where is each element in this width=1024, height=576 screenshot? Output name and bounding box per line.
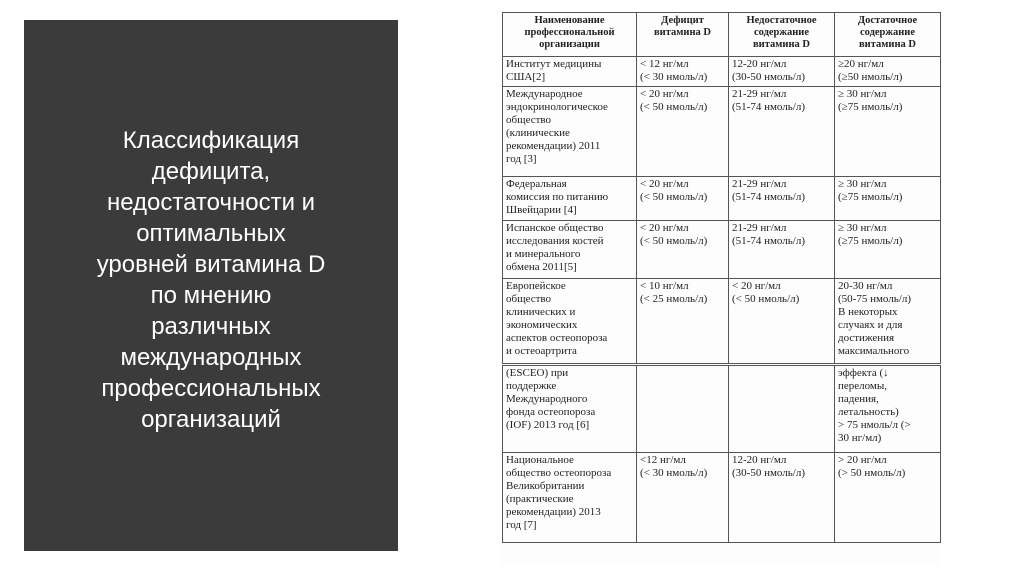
cell-sufficiency: ≥ 30 нг/мл (≥75 нмоль/л)	[835, 221, 941, 279]
cell-sufficiency: 20-30 нг/мл (50-75 нмоль/л) В некоторых случаях и для достижения максимального	[835, 279, 941, 365]
table-row	[503, 221, 941, 279]
cell-sufficiency: ≥ 30 нг/мл (≥75 нмоль/л)	[835, 87, 941, 177]
title-container	[24, 100, 398, 460]
cell-organization: Европейское общество клинических и экономических аспектов остеопороза и остеоартрита	[503, 279, 637, 365]
table-row	[503, 279, 941, 365]
cell-organization: (ESCEO) при поддержке Международного фонда остеопороза (IOF) 2013 год [6]	[503, 365, 637, 453]
cell-deficiency: < 10 нг/мл (< 25 нмоль/л)	[637, 279, 729, 365]
header-sufficiency: Достаточное содержание витамина D	[835, 13, 941, 57]
cell-insufficiency: 12-20 нг/мл (30-50 нмоль/л)	[729, 57, 835, 87]
cell-insufficiency: < 20 нг/мл (< 50 нмоль/л)	[729, 279, 835, 365]
cell-organization: Федеральная комиссия по питанию Швейцарии [4]	[503, 177, 637, 221]
cell-sufficiency: > 20 нг/мл (> 50 нмоль/л)	[835, 453, 941, 543]
cell-deficiency: < 20 нг/мл (< 50 нмоль/л)	[637, 87, 729, 177]
classification-table	[502, 12, 941, 543]
header-insufficiency: Недостаточное содержание витамина D	[729, 13, 835, 57]
cell-sufficiency: ≥20 нг/мл (≥50 нмоль/л)	[835, 57, 941, 87]
cell-deficiency	[637, 365, 729, 453]
table-row	[503, 57, 941, 87]
header-deficiency: Дефицит витамина D	[637, 13, 729, 57]
cell-insufficiency	[729, 365, 835, 453]
title-panel	[24, 20, 398, 551]
cell-sufficiency: ≥ 30 нг/мл (≥75 нмоль/л)	[835, 177, 941, 221]
cell-deficiency: <12 нг/мл (< 30 нмоль/л)	[637, 453, 729, 543]
cell-deficiency: < 20 нг/мл (< 50 нмоль/л)	[637, 177, 729, 221]
header-organization: Наименование профессиональной организации	[503, 13, 637, 57]
table-row	[503, 365, 941, 453]
cell-sufficiency: эффекта (↓ переломы, падения, летальность) > 75 нмоль/л (> 30 нг/мл)	[835, 365, 941, 453]
table-row	[503, 87, 941, 177]
cell-insufficiency: 21-29 нг/мл (51-74 нмоль/л)	[729, 87, 835, 177]
cell-organization: Международное эндокринологическое общество (клинические рекомендации) 2011 год [3]	[503, 87, 637, 177]
classification-table-image	[502, 12, 940, 566]
cell-insufficiency: 12-20 нг/мл (30-50 нмоль/л)	[729, 453, 835, 543]
cell-organization: Испанское общество исследования костей и минерального обмена 2011[5]	[503, 221, 637, 279]
cell-deficiency: < 12 нг/мл (< 30 нмоль/л)	[637, 57, 729, 87]
cell-insufficiency: 21-29 нг/мл (51-74 нмоль/л)	[729, 221, 835, 279]
table-row	[503, 177, 941, 221]
table-row	[503, 453, 941, 543]
table-header-row	[503, 13, 941, 57]
slide-title: Классификация дефицита, недостаточности и оптимальных уровней витамина D по мнению различных международных профессиональных организаций	[96, 127, 326, 433]
cell-organization: Национальное общество остеопороза Великобритании (практические рекомендации) 2013 год [7]	[503, 453, 637, 543]
cell-insufficiency: 21-29 нг/мл (51-74 нмоль/л)	[729, 177, 835, 221]
cell-deficiency: < 20 нг/мл (< 50 нмоль/л)	[637, 221, 729, 279]
cell-organization: Институт медицины США[2]	[503, 57, 637, 87]
